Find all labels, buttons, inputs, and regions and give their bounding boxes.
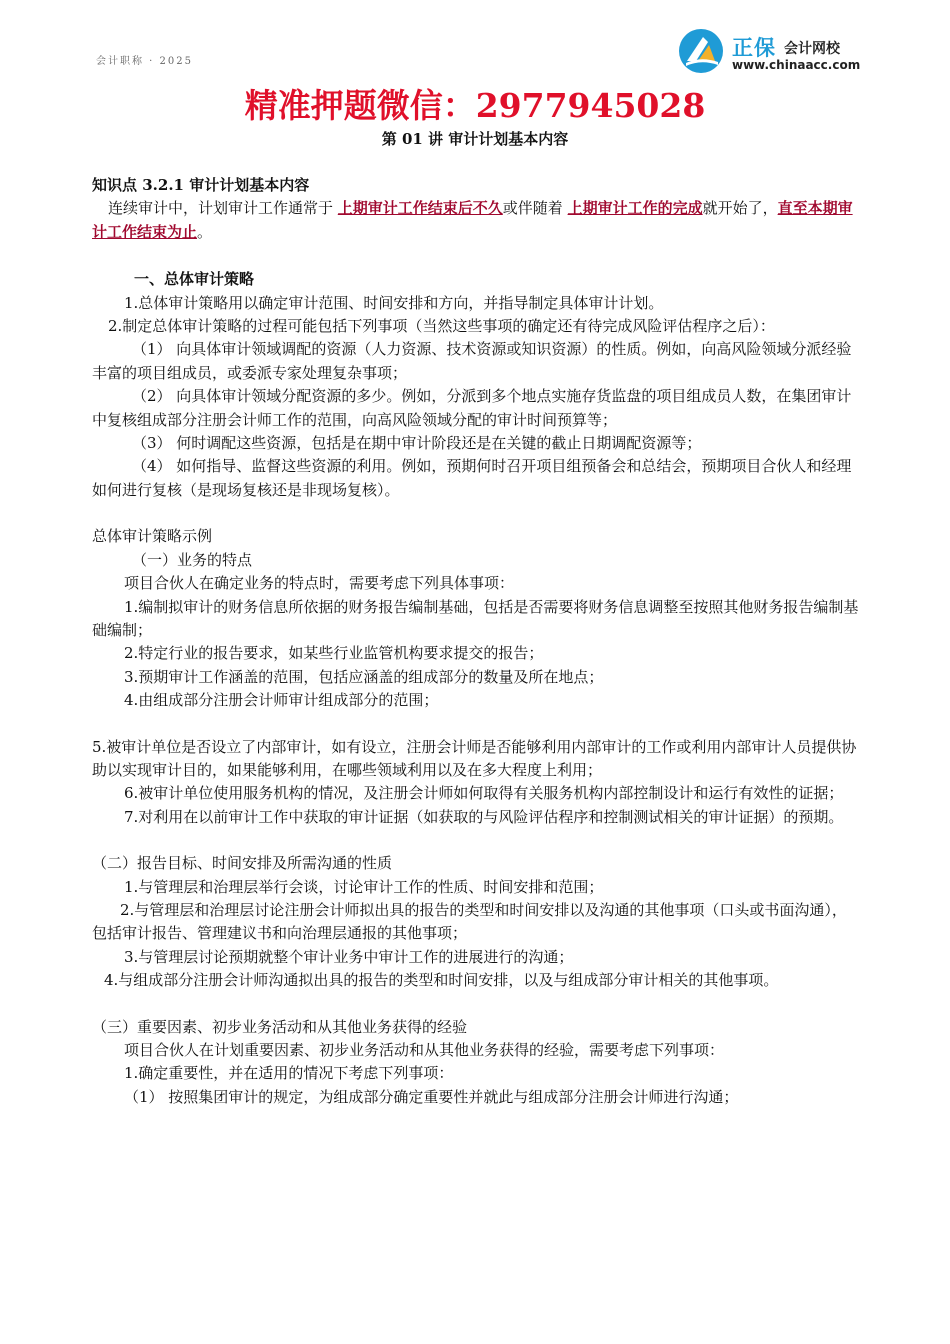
sec3-title: （三）重要因素、初步业务活动和从其他业务获得的经验 (92, 1017, 468, 1036)
sec1-item: 1.编制拟审计的财务信息所依据的财务报告编制基础，包括是否需要将财务信息调整至按照其他财务报告编制基础编制； (92, 597, 859, 639)
sec2-item: 3.与管理层讨论预期就整个审计业务中审计工作的进展进行的沟通； (124, 947, 574, 966)
knowledge-title: 知识点 3.2.1 审计计划基本内容 (92, 176, 310, 194)
intro-highlight-1: 上期审计工作结束后不久 (337, 199, 503, 218)
knowledge-intro (92, 197, 860, 244)
promo-banner: 精准押题微信：2977945028 (244, 86, 706, 125)
sec2-title: （二）报告目标、时间安排及所需沟通的性质 (92, 854, 393, 873)
sec1-item: 7.对利用在以前审计工作中获取的审计证据（如获取的与风险评估程序和控制测试相关的审计证据）的预期。 (124, 807, 844, 826)
intro-text-a: 连续审计中，计划审计工作通常于 (108, 199, 338, 218)
intro-text-d: 。 (197, 222, 213, 241)
intro-highlight-3: 直至本期审计工作结束为止 (92, 199, 853, 241)
brand-logo (678, 28, 868, 76)
document-body (92, 174, 860, 1109)
logo-subtitle: 会计网校 (784, 41, 840, 57)
logo-brand: 正保 (732, 36, 776, 60)
intro-highlight-2: 上期审计工作的完成 (567, 199, 703, 218)
strategy-heading: 一、总体审计策略 (134, 270, 255, 289)
sec3-intro: 项目合伙人在计划重要因素、初步业务活动和从其他业务获得的经验，需要考虑下列事项： (124, 1041, 725, 1059)
header-fragment: 会计职称 · 2025 (96, 56, 193, 67)
sec1-item: 5.被审计单位是否设立了内部审计，如有设立，注册会计师是否能够利用内部审计的工作或利用内部审计人员提供协助以实现审计目的，如果能够利用，在哪些领域利用以及在多大程度上利用； (92, 737, 857, 779)
sec1-item: 6.被审计单位使用服务机构的情况，及注册会计师如何取得有关服务机构内部控制设计和运行有效性的证据； (124, 784, 844, 803)
sec2-item: 4.与组成部分注册会计师沟通拟出具的报告的类型和时间安排，以及与组成部分审计相关的其他事项。 (104, 971, 779, 990)
strategy-s3: （3） 何时调配这些资源，包括是在期中审计阶段还是在关键的截止日期调配资源等； (132, 434, 702, 453)
intro-text-b: 或伴随着 (502, 199, 568, 218)
sec3-sub: （1） 按照集团审计的规定，为组成部分确定重要性并就此与组成部分注册会计师进行沟通； (124, 1087, 739, 1106)
sec1-item: 2.特定行业的报告要求，如某些行业监管机构要求提交的报告； (124, 644, 544, 663)
sec1-title: （一）业务的特点 (132, 550, 253, 569)
intro-text-c: 就开始了， (702, 199, 778, 218)
lecture-title: 第 01 讲 审计计划基本内容 (381, 130, 569, 148)
sec3-item: 1.确定重要性，并在适用的情况下考虑下列事项： (124, 1064, 454, 1083)
strategy-s2: （2） 向具体审计领域分配资源的多少。例如，分派到多个地点实施存货监盘的项目组成员人数，在集团审计中复核组成部分注册会计师工作的范围，向高风险领域分配的审计时间预算等； (92, 387, 852, 429)
sec1-intro: 项目合伙人在确定业务的特点时，需要考虑下列具体事项： (124, 574, 515, 593)
sec2-item: 1.与管理层和治理层举行会谈，讨论审计工作的性质、时间安排和范围； (124, 877, 604, 896)
sec1-item: 4.由组成部分注册会计师审计组成部分的范围； (124, 691, 439, 710)
logo-url: www.chinaacc.com (732, 58, 861, 72)
strategy-p1: 1.总体审计策略用以确定审计范围、时间安排和方向，并指导制定具体审计计划。 (124, 293, 664, 312)
strategy-s4: （4） 如何指导、监督这些资源的利用。例如，预期何时召开项目组预备会和总结会，预期项目合伙人和经理如何进行复核（是现场复核还是非现场复核）。 (92, 457, 852, 499)
example-title: 总体审计策略示例 (92, 527, 213, 546)
strategy-p2: 2.制定总体审计策略的过程可能包括下列事项（当然这些事项的确定还有待完成风险评估程序之后）： (108, 317, 775, 336)
logo-mark-icon (678, 28, 724, 74)
strategy-s1: （1） 向具体审计领域调配的资源（人力资源、技术资源或知识资源）的性质。例如，向高风险领域分派经验丰富的项目组成员，或委派专家处理复杂事项； (92, 340, 852, 382)
sec1-item: 3.预期审计工作涵盖的范围，包括应涵盖的组成部分的数量及所在地点； (124, 667, 604, 686)
sec2-item: 2.与管理层和治理层讨论注册会计师拟出具的报告的类型和时间安排以及沟通的其他事项（口头或书面沟通），包括审计报告、管理建议书和向治理层通报的其他事项； (92, 900, 847, 943)
